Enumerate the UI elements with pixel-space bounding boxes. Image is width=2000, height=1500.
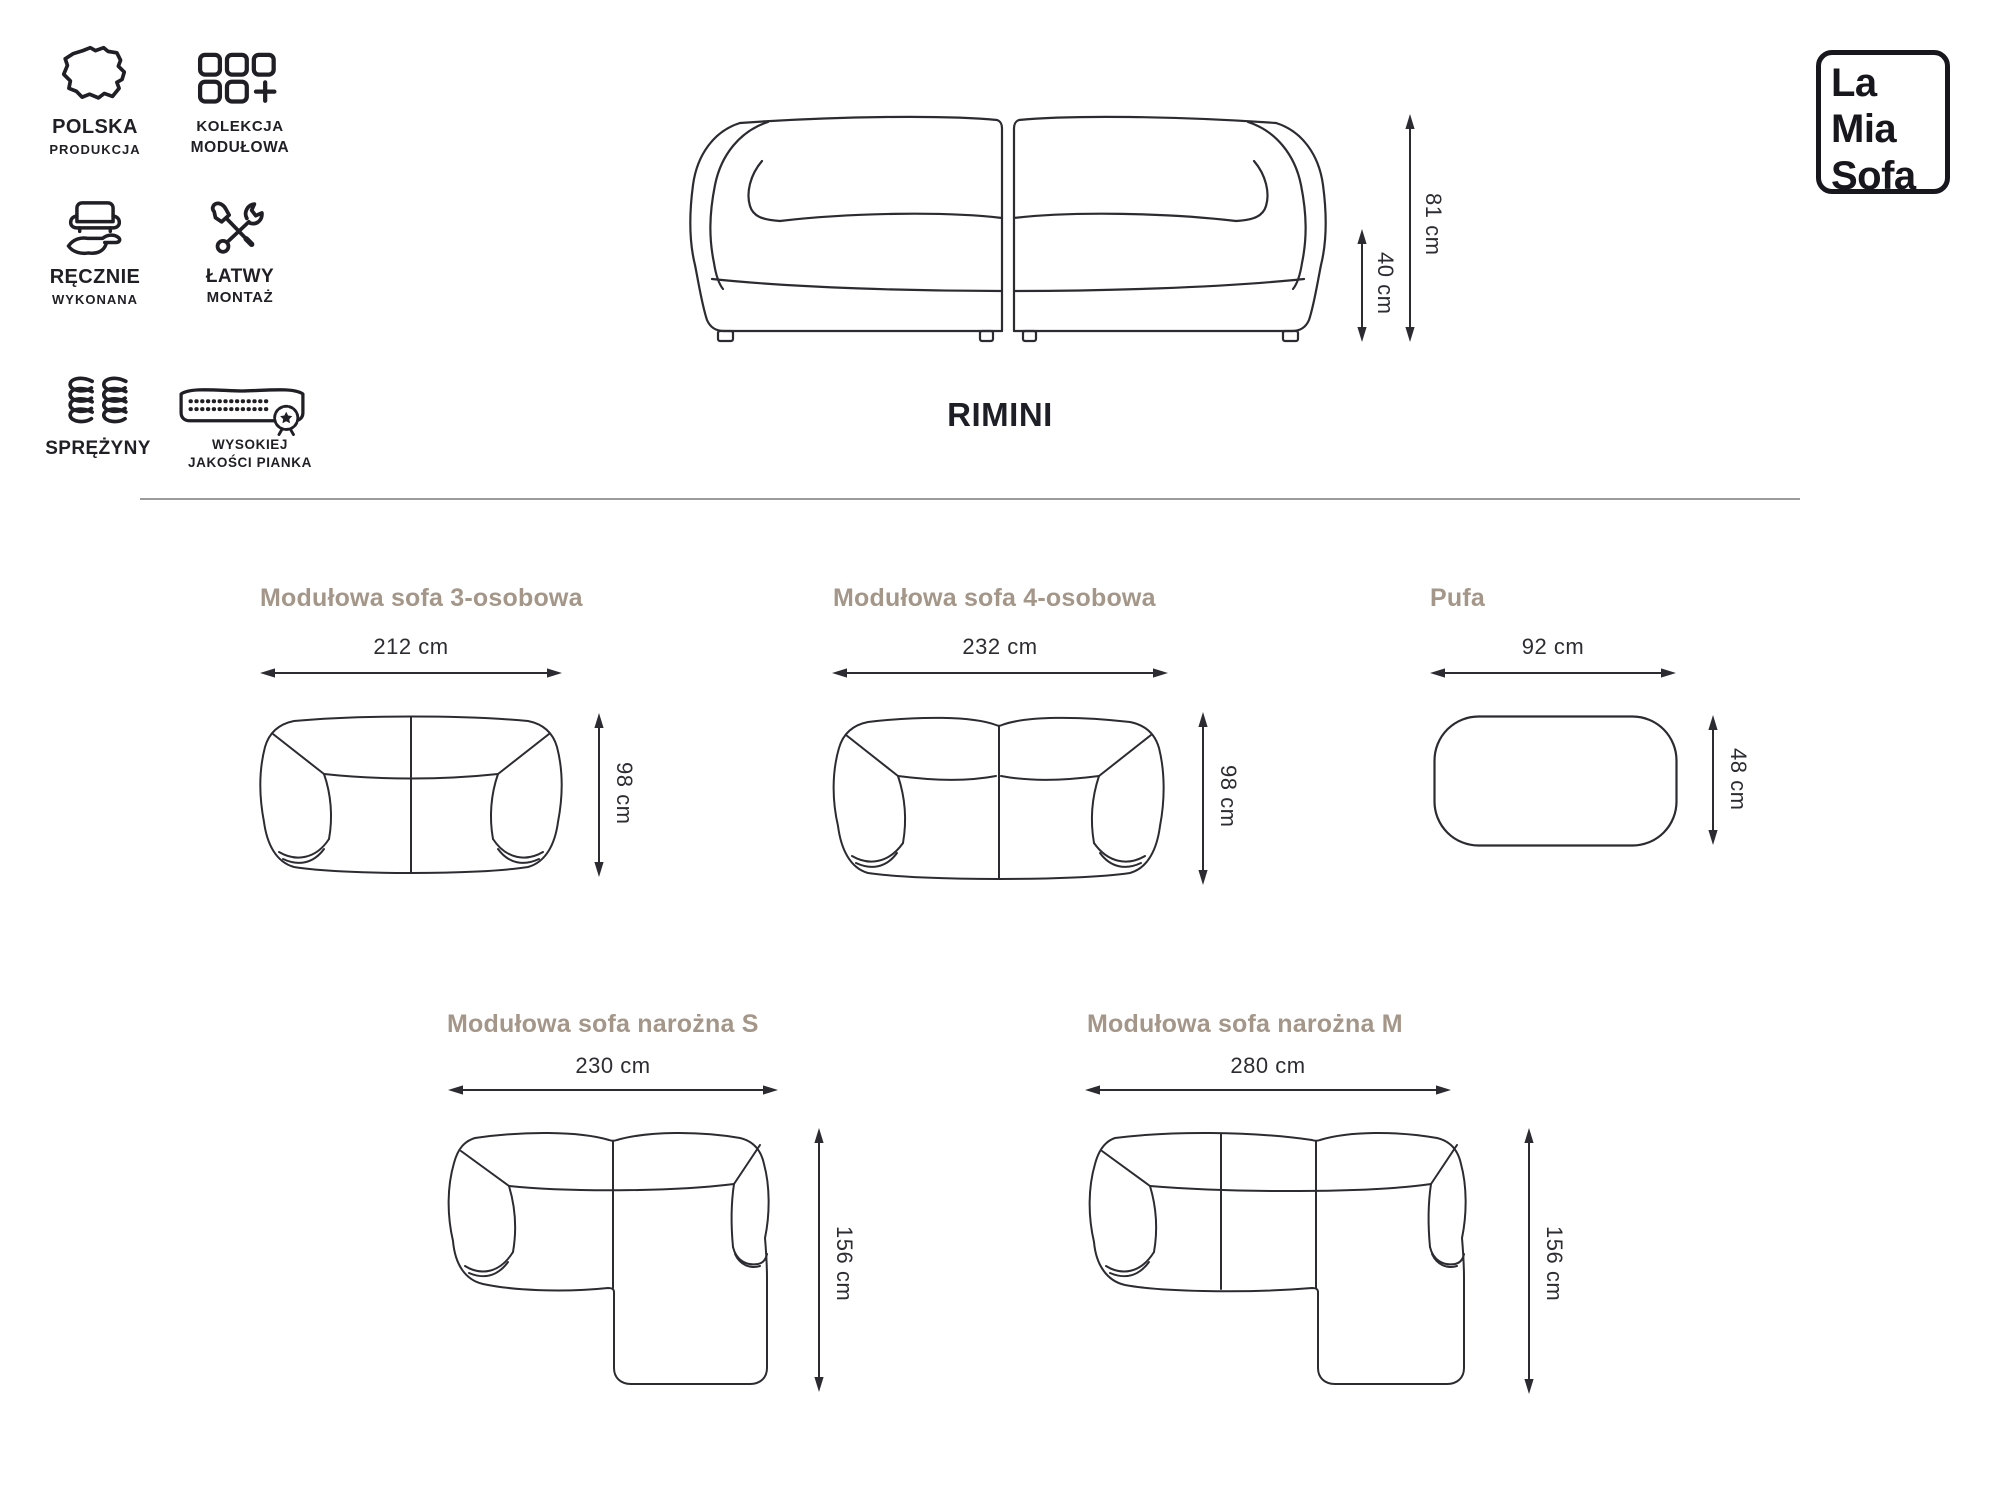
depth-arrow xyxy=(1196,712,1210,885)
seat-height-arrow xyxy=(1355,229,1369,342)
depth-arrow xyxy=(592,713,606,877)
pufa-top-view-drawing xyxy=(1432,714,1679,848)
width-arrow xyxy=(1430,666,1676,680)
easy-assembly-icon xyxy=(208,198,268,262)
badge-label-sprezyny: SPRĘŻYNY xyxy=(45,438,151,459)
variant-depth-label: 48 cm xyxy=(1726,748,1751,811)
poland-map-icon xyxy=(60,44,128,106)
badge-sublabel-produkcja: PRODUKCJA xyxy=(49,142,141,157)
depth-arrow xyxy=(1706,715,1720,845)
variant-depth-label: 98 cm xyxy=(612,762,637,825)
width-arrow xyxy=(1085,1083,1451,1097)
badge-label-recznie: RĘCZNIE xyxy=(49,266,141,288)
depth-arrow xyxy=(1522,1128,1536,1394)
badge-label-polska: POLSKA xyxy=(52,116,138,138)
variant-width-label: 232 cm xyxy=(962,634,1038,659)
logo-line-2: Mia xyxy=(1831,107,1897,152)
badge-sublabel-wykonana: WYKONANA xyxy=(52,292,138,307)
variant-depth-label: 156 cm xyxy=(1542,1226,1567,1302)
corner-sofa-m-top-view-drawing xyxy=(1085,1126,1479,1392)
variant-depth-label: 156 cm xyxy=(832,1226,857,1302)
product-name: RIMINI xyxy=(947,396,1053,433)
total-height-arrow xyxy=(1403,114,1417,342)
variant-title-narozna-m: Modułowa sofa narożna M xyxy=(1087,1010,1403,1038)
logo-line-1: La xyxy=(1831,61,1877,105)
variant-title-narozna-s: Modułowa sofa narożna S xyxy=(447,1010,759,1038)
variant-title-pufa: Pufa xyxy=(1430,584,1485,612)
depth-arrow xyxy=(812,1128,826,1392)
corner-sofa-s-top-view-drawing xyxy=(445,1126,783,1388)
badge-sublabel-modulowa: MODUŁOWA xyxy=(190,139,290,156)
modular-collection-icon xyxy=(197,52,281,110)
badge-sublabel-montaz: MONTAŻ xyxy=(206,289,274,306)
badge-sublabel-jakosci-pianka: JAKOŚCI PIANKA xyxy=(188,455,312,470)
width-arrow xyxy=(448,1083,778,1097)
variant-width-label: 212 cm xyxy=(373,634,449,659)
seat-height-label: 40 cm xyxy=(1373,252,1398,315)
sofa-front-view-drawing xyxy=(688,113,1328,345)
variant-title-sofa-3: Modułowa sofa 3-osobowa xyxy=(260,584,583,612)
badge-label-wysokiej: WYSOKIEJ xyxy=(211,437,289,452)
sofa-4-top-view-drawing xyxy=(830,712,1167,885)
quality-foam-icon xyxy=(176,378,308,436)
brand-logo xyxy=(1816,50,1950,198)
badge-label-kolekcja: KOLEKCJA xyxy=(196,118,284,135)
variant-depth-label: 98 cm xyxy=(1216,765,1241,828)
badge-label-latwy: ŁATWY xyxy=(205,266,275,287)
total-height-label: 81 cm xyxy=(1421,193,1446,256)
springs-icon xyxy=(64,374,132,434)
logo-line-3: Sofa xyxy=(1831,153,1916,198)
section-divider xyxy=(140,498,1800,500)
variant-width-label: 280 cm xyxy=(1230,1053,1306,1078)
handmade-sofa-icon xyxy=(62,198,128,262)
variant-width-label: 92 cm xyxy=(1521,634,1585,659)
width-arrow xyxy=(260,666,562,680)
variant-title-sofa-4: Modułowa sofa 4-osobowa xyxy=(833,584,1156,612)
variant-width-label: 230 cm xyxy=(575,1053,651,1078)
width-arrow xyxy=(832,666,1168,680)
sofa-3-top-view-drawing xyxy=(258,712,564,878)
